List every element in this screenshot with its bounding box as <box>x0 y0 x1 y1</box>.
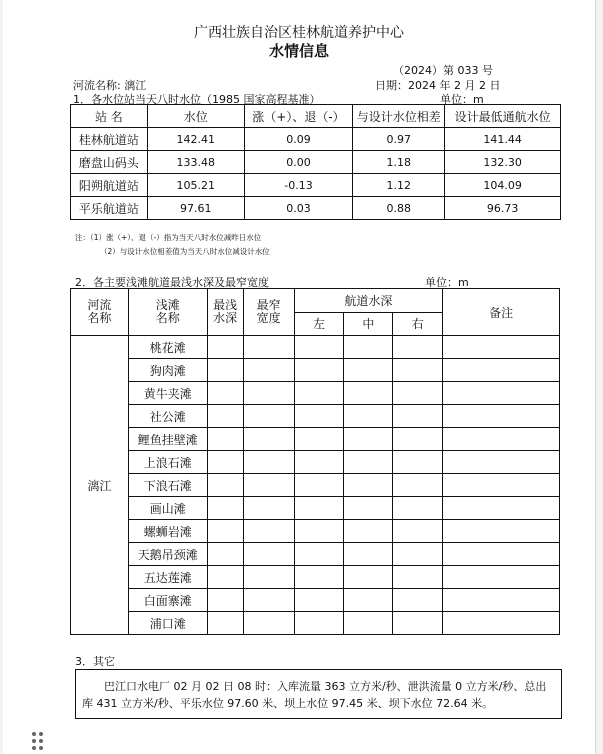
document-page <box>3 0 596 754</box>
report-date: 日期：2024 年 2 月 2 日 <box>375 79 501 92</box>
shoal-value-cell <box>294 520 344 543</box>
shoal-value-cell <box>207 474 243 497</box>
water-table-cell: 132.30 <box>445 151 561 174</box>
water-table-cell: 阳朔航道站 <box>71 174 148 197</box>
drag-handle-icon[interactable] <box>32 732 46 750</box>
shoal-value-cell <box>443 612 560 635</box>
water-table-cell: 0.97 <box>353 128 445 151</box>
shoal-value-cell <box>443 382 560 405</box>
shoal-value-cell <box>443 428 560 451</box>
water-table-cell: -0.13 <box>244 174 353 197</box>
shoal-value-cell <box>443 497 560 520</box>
shoal-value-cell <box>243 612 294 635</box>
shoal-value-cell <box>243 566 294 589</box>
shoal-value-cell <box>393 474 443 497</box>
water-table-cell: 磨盘山码头 <box>71 151 148 174</box>
shoal-value-cell <box>443 543 560 566</box>
shoal-value-cell <box>243 474 294 497</box>
shoal-value-cell <box>207 451 243 474</box>
shoal-value-cell <box>243 336 294 359</box>
shoal-value-cell <box>344 543 393 566</box>
shoal-name-cell: 鲤鱼挂壁滩 <box>128 428 207 451</box>
remark-header: 备注 <box>443 289 560 336</box>
river-name-cell: 漓江 <box>71 336 129 635</box>
shoal-name-cell: 五达莲滩 <box>128 566 207 589</box>
shoal-name-cell: 螺蛳岩滩 <box>128 520 207 543</box>
shoal-value-cell <box>393 359 443 382</box>
shoal-value-cell <box>294 382 344 405</box>
shoal-row <box>71 520 560 543</box>
shoal-value-cell <box>443 359 560 382</box>
shoal-row <box>71 382 560 405</box>
river-name: 河流名称: 漓江 <box>73 79 147 92</box>
shoal-value-cell <box>344 612 393 635</box>
shoal-value-cell <box>443 589 560 612</box>
shoal-row <box>71 474 560 497</box>
shoal-row <box>71 497 560 520</box>
min-depth-header-line2: 水深 <box>213 311 238 325</box>
shoal-value-cell <box>393 497 443 520</box>
water-level-table <box>70 104 561 220</box>
shoal-value-cell <box>393 612 443 635</box>
shoal-row <box>71 589 560 612</box>
water-table-cell: 0.88 <box>353 197 445 220</box>
shoal-value-cell <box>243 405 294 428</box>
shoal-header <box>128 289 207 336</box>
shoal-value-cell <box>294 405 344 428</box>
shoal-value-cell <box>443 520 560 543</box>
shoal-value-cell <box>393 543 443 566</box>
water-table-cell: 0.03 <box>244 197 353 220</box>
shoal-value-cell <box>294 612 344 635</box>
water-table-row <box>71 128 561 151</box>
shoal-value-cell <box>207 589 243 612</box>
water-table-cell: 1.12 <box>353 174 445 197</box>
water-table-cell: 133.48 <box>147 151 244 174</box>
water-table-cell: 0.00 <box>244 151 353 174</box>
shoal-value-cell <box>443 474 560 497</box>
shoal-value-cell <box>207 382 243 405</box>
shoal-value-cell <box>294 474 344 497</box>
water-table-header-cell: 涨（+）、退（-） <box>244 105 353 128</box>
water-table-header-cell: 水位 <box>147 105 244 128</box>
shoal-value-cell <box>207 428 243 451</box>
min-width-header-line1: 最窄 <box>256 298 281 312</box>
shoal-value-cell <box>294 451 344 474</box>
shoal-name-cell: 社公滩 <box>128 405 207 428</box>
shoal-value-cell <box>344 405 393 428</box>
shoal-value-cell <box>207 612 243 635</box>
water-table-cell: 桂林航道站 <box>71 128 148 151</box>
shoal-value-cell <box>207 405 243 428</box>
doc-title: 水情信息 <box>268 42 329 60</box>
note-1: 注：（1）涨（+）、退（-）指为当天八时水位减昨日水位 <box>75 233 262 242</box>
shoal-row <box>71 451 560 474</box>
shoal-value-cell <box>443 566 560 589</box>
water-table-header-row <box>71 105 561 128</box>
water-table-cell: 96.73 <box>445 197 561 220</box>
shoal-name-cell: 白面寨滩 <box>128 589 207 612</box>
section1-title: 1．各水位站当天八时水位（1985 国家高程基准） <box>73 93 321 106</box>
shoal-value-cell <box>294 497 344 520</box>
water-table-cell: 平乐航道站 <box>71 197 148 220</box>
shoal-header-line2: 名称 <box>155 311 180 325</box>
shoal-value-cell <box>393 589 443 612</box>
shoal-value-cell <box>344 451 393 474</box>
shoal-table <box>70 288 560 635</box>
section2-unit: 单位：m <box>425 276 469 289</box>
shoal-value-cell <box>344 336 393 359</box>
shoal-value-cell <box>443 451 560 474</box>
min-width-header <box>243 289 294 336</box>
shoal-row <box>71 566 560 589</box>
shoal-row <box>71 543 560 566</box>
shoal-header-line1: 浅滩 <box>155 298 180 312</box>
min-depth-header <box>207 289 243 336</box>
shoal-value-cell <box>243 359 294 382</box>
shoal-value-cell <box>294 336 344 359</box>
shoal-row <box>71 336 560 359</box>
shoal-value-cell <box>344 359 393 382</box>
shoal-value-cell <box>243 497 294 520</box>
min-width-header-line2: 宽度 <box>256 311 281 325</box>
shoal-value-cell <box>344 382 393 405</box>
other-info-text: 巴江口水电厂 02 月 02 日 08 时：入库流量 363 立方米/秒、泄洪流量 0 立方米/秒、总出库 431 立方米/秒、平乐水位 97.60 米、坝上水位 97.45 米、坝下水位 72.64 米。 <box>82 680 547 710</box>
shoal-name-cell: 狗肉滩 <box>128 359 207 382</box>
shoal-value-cell <box>243 543 294 566</box>
shoal-value-cell <box>207 566 243 589</box>
shoal-value-cell <box>443 405 560 428</box>
river-header <box>71 289 129 336</box>
water-table-cell: 142.41 <box>147 128 244 151</box>
water-table-cell: 105.21 <box>147 174 244 197</box>
shoal-value-cell <box>393 336 443 359</box>
shoal-value-cell <box>393 566 443 589</box>
note-2: （2）与设计水位相差值为当天八时水位减设计水位 <box>100 247 270 256</box>
water-table-header-cell: 站 名 <box>71 105 148 128</box>
shoal-value-cell <box>243 428 294 451</box>
water-table-cell: 97.61 <box>147 197 244 220</box>
water-table-row <box>71 174 561 197</box>
shoal-row <box>71 428 560 451</box>
shoal-value-cell <box>294 428 344 451</box>
shoal-value-cell <box>393 451 443 474</box>
shoal-name-cell: 浦口滩 <box>128 612 207 635</box>
channel-depth-header: 航道水深 <box>294 289 443 313</box>
river-header-line1: 河流 <box>87 298 112 312</box>
shoal-value-cell <box>243 451 294 474</box>
shoal-value-cell <box>294 359 344 382</box>
shoal-value-cell <box>344 520 393 543</box>
shoal-name-cell: 画山滩 <box>128 497 207 520</box>
shoal-value-cell <box>344 428 393 451</box>
section1-unit: 单位：m <box>440 93 484 106</box>
water-table-cell: 104.09 <box>445 174 561 197</box>
shoal-name-cell: 下浪石滩 <box>128 474 207 497</box>
shoal-value-cell <box>207 497 243 520</box>
shoal-value-cell <box>344 497 393 520</box>
channel-right-header: 右 <box>393 312 443 336</box>
shoal-value-cell <box>393 520 443 543</box>
shoal-row <box>71 359 560 382</box>
water-table-row <box>71 197 561 220</box>
shoal-value-cell <box>207 520 243 543</box>
shoal-name-cell: 天鹅吊颈滩 <box>128 543 207 566</box>
shoal-value-cell <box>207 543 243 566</box>
shoal-table-header-row <box>71 289 560 313</box>
shoal-value-cell <box>393 405 443 428</box>
river-header-line2: 名称 <box>87 311 112 325</box>
channel-left-header: 左 <box>294 312 344 336</box>
shoal-value-cell <box>344 566 393 589</box>
shoal-value-cell <box>243 520 294 543</box>
shoal-value-cell <box>443 336 560 359</box>
org-name: 广西壮族自治区桂林航道养护中心 <box>194 25 404 41</box>
water-table-row <box>71 151 561 174</box>
water-table-header-cell: 设计最低通航水位 <box>445 105 561 128</box>
min-depth-header-line1: 最浅 <box>213 298 238 312</box>
section3-title: 3．其它 <box>75 655 115 668</box>
issue-number: （2024）第 033 号 <box>393 64 493 77</box>
section2-title: 2．各主要浅滩航道最浅水深及最窄宽度 <box>75 276 269 289</box>
shoal-value-cell <box>207 336 243 359</box>
shoal-value-cell <box>393 382 443 405</box>
water-table-cell: 0.09 <box>244 128 353 151</box>
shoal-value-cell <box>393 428 443 451</box>
shoal-name-cell: 上浪石滩 <box>128 451 207 474</box>
water-table-cell: 1.18 <box>353 151 445 174</box>
water-table-cell: 141.44 <box>445 128 561 151</box>
shoal-value-cell <box>344 474 393 497</box>
channel-mid-header: 中 <box>344 312 393 336</box>
shoal-value-cell <box>344 589 393 612</box>
shoal-value-cell <box>294 566 344 589</box>
other-info-box <box>75 669 562 719</box>
shoal-value-cell <box>294 543 344 566</box>
shoal-value-cell <box>243 589 294 612</box>
water-table-header-cell: 与设计水位相差 <box>353 105 445 128</box>
shoal-row <box>71 405 560 428</box>
shoal-value-cell <box>207 359 243 382</box>
shoal-value-cell <box>294 589 344 612</box>
shoal-row <box>71 612 560 635</box>
shoal-name-cell: 桃花滩 <box>128 336 207 359</box>
shoal-name-cell: 黄牛夹滩 <box>128 382 207 405</box>
shoal-value-cell <box>243 382 294 405</box>
